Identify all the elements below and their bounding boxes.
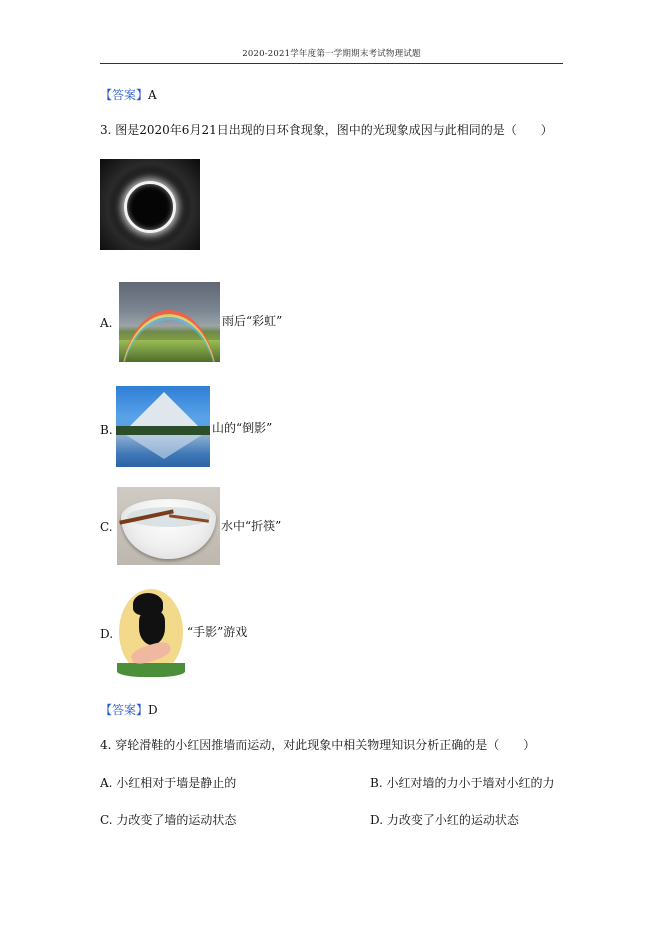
answer-value: D: [148, 703, 158, 717]
bent-chopsticks-image: [117, 487, 220, 565]
mountain-reflection-image: [116, 386, 210, 467]
annular-eclipse-image: [100, 159, 200, 250]
reflection-shape: [126, 435, 202, 459]
previous-answer: [100, 87, 157, 103]
header-divider: [100, 63, 563, 64]
option-a-caption: 雨后“彩虹”: [222, 314, 283, 328]
question-4-option-d: D. 力改变了小红的运动状态: [370, 813, 519, 827]
question-3-answer: [100, 702, 158, 718]
question-4-option-c: C. 力改变了墙的运动状态: [100, 813, 237, 827]
option-a-letter: A.: [100, 316, 113, 330]
rainbow-arc-icon: [121, 310, 217, 362]
option-b-caption: 山的“倒影”: [212, 421, 273, 435]
treeline-shape: [116, 426, 210, 435]
option-c-letter: C.: [100, 520, 113, 534]
question-4-stem: 4. 穿轮滑鞋的小红因推墙而运动，对此现象中相关物理知识分析正确的是（ ）: [100, 738, 536, 752]
rainbow-image: [119, 282, 220, 362]
question-4-option-a: A. 小红相对于墙是静止的: [100, 776, 237, 790]
answer-tag: 【答案】: [100, 88, 149, 102]
question-3-stem: 3. 图是2020年6月21日出现的日环食现象，图中的光现象成因与此相同的是（ ）: [100, 123, 553, 137]
answer-value: A: [148, 88, 157, 102]
option-c-caption: 水中“折筷”: [221, 519, 282, 533]
hand-shadow-image: [117, 587, 185, 677]
option-d-letter: D.: [100, 627, 114, 641]
grass-shape: [117, 663, 185, 677]
mountain-peak-icon: [126, 392, 202, 430]
shadow-body-icon: [139, 611, 165, 645]
eclipse-ring-icon: [124, 181, 176, 233]
page-header-title: 2020-2021学年度第一学期期末考试物理试题: [242, 49, 421, 59]
question-4-option-b: B. 小红对墙的力小于墙对小红的力: [370, 776, 555, 790]
answer-tag: 【答案】: [100, 703, 149, 717]
option-b-letter: B.: [100, 423, 113, 437]
option-d-caption: “手影”游戏: [187, 625, 248, 639]
